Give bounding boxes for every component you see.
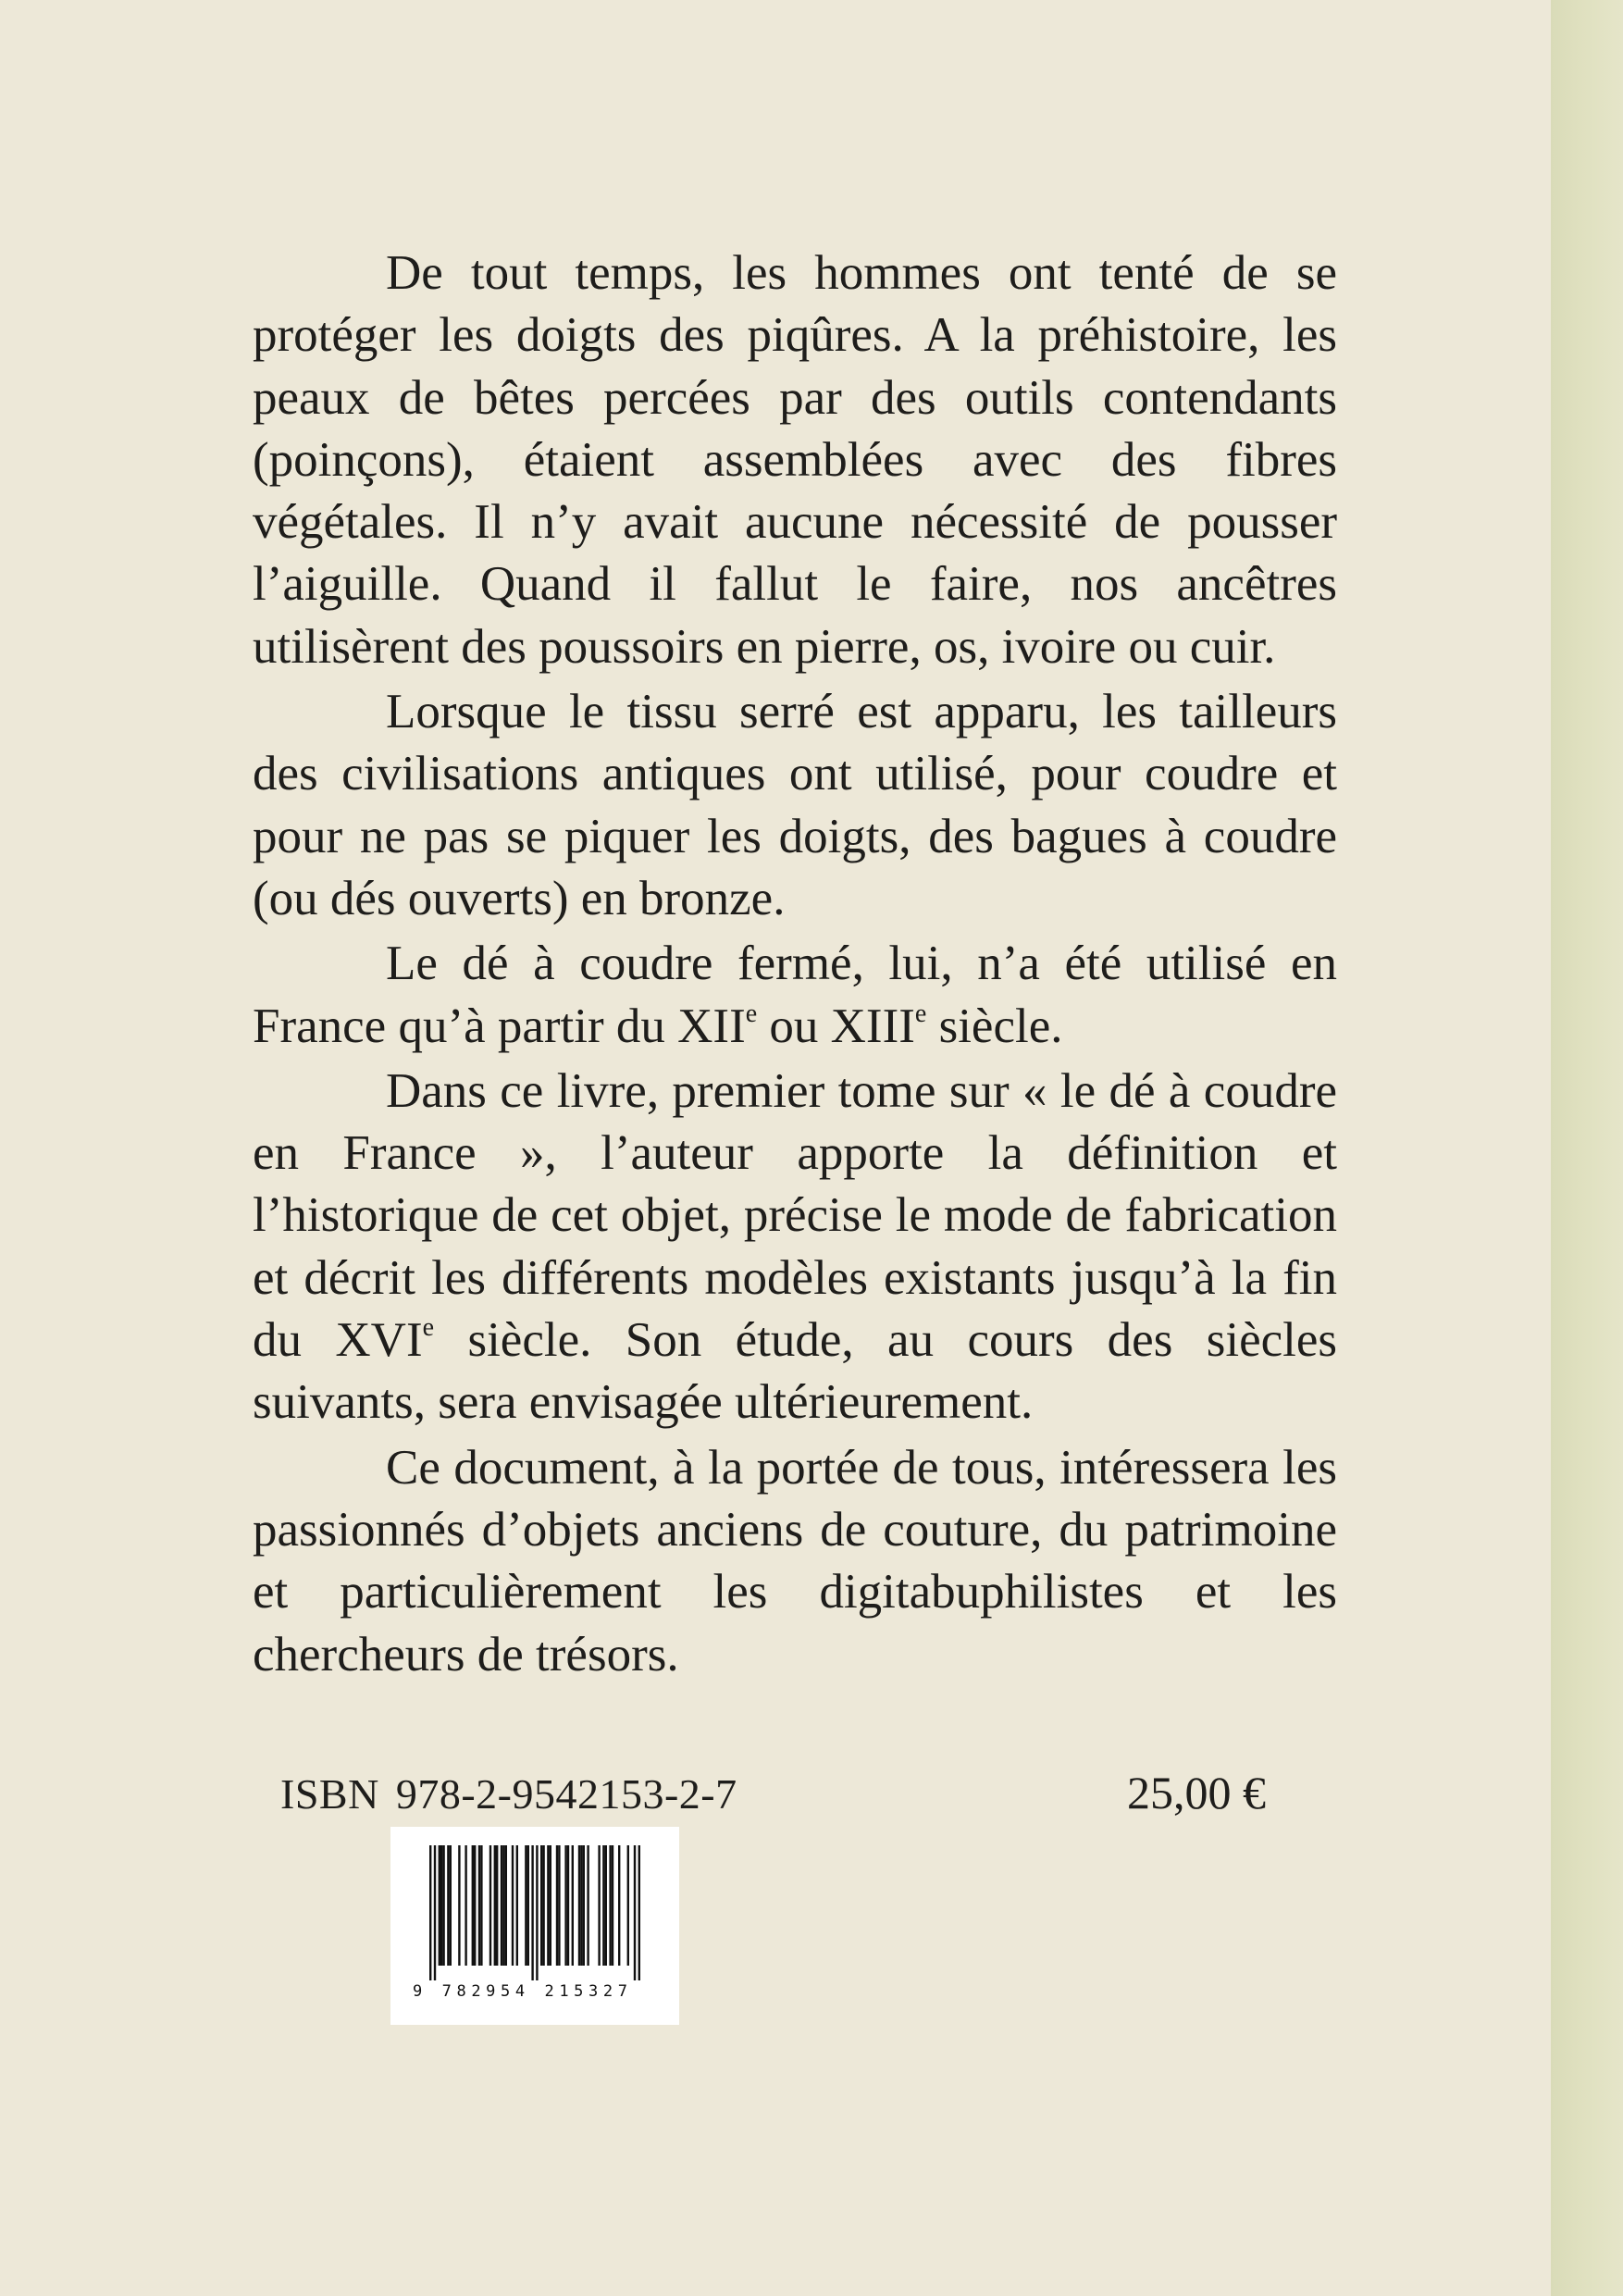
barcode-bar [439,1845,440,1966]
barcode-bar [558,1845,560,1966]
barcode [390,1827,679,2025]
paragraph-text: siècle. [926,999,1063,1053]
barcode-bar [587,1845,588,1966]
superscript: e [422,1313,435,1343]
paragraph-text: Dans ce livre, premier tome sur « le dé à coudre en France », l’auteur apporte la définition et l’historique de cet objet, précise le mode de fabrication et décrit les différents modèles existants jusqu’à la fin du XVI [253,1063,1337,1368]
barcode-bar [505,1845,507,1966]
price: 25,00 € [1127,1767,1266,1818]
barcode-bar [564,1845,566,1966]
barcode-bar [547,1845,549,1966]
barcode-bar [434,1845,436,1980]
barcode-bar [501,1845,502,1966]
barcode-bar [638,1845,640,1980]
barcode-bar [527,1845,529,1966]
barcode-bar [618,1845,620,1966]
barcode-digits: 9 782954 215327 [413,1982,633,2001]
paragraph-text: siècle. Son étude, au cours des siècles suivants, sera envisagée ultérieurement. [253,1313,1337,1430]
barcode-bar [465,1845,466,1966]
barcode-bar [550,1845,551,1966]
barcode-bar [480,1845,482,1966]
isbn-label: ISBN [280,1770,379,1818]
spine-edge [1551,0,1623,2296]
barcode-bar [496,1845,498,1966]
barcode-bar [602,1845,604,1966]
barcode-bar [612,1845,613,1966]
barcode-bar [634,1845,636,1980]
barcode-bar [442,1845,444,1966]
barcode-bar [540,1845,542,1966]
isbn-number: 978-2-9542153-2-7 [395,1770,737,1818]
blurb-paragraph-4 [253,1061,1337,1434]
barcode-bar [525,1845,527,1966]
barcode-bar [512,1845,514,1966]
barcode-bar [583,1845,585,1966]
barcode-bar [567,1845,569,1966]
barcode-bar [458,1845,460,1966]
blurb-paragraph-3 [253,933,1337,1058]
barcode-bar [472,1845,474,1966]
barcode-bar [474,1845,476,1966]
paragraph-text: Ce document, à la portée de tous, intéressera les passionnés d’objets anciens de couture, du patrimoine et particulièrement les digitabuphilistes et les chercheurs de trésors. [253,1440,1337,1682]
paragraph-text: ou XIII [757,999,915,1053]
barcode-bar [478,1845,480,1966]
superscript: e [745,999,758,1028]
barcode-bars [413,1845,659,1980]
blurb-paragraph-1 [253,242,1337,678]
blurb-text [253,242,1337,1689]
barcode-bar [489,1845,491,1966]
superscript: e [914,999,927,1028]
isbn [280,1769,737,1818]
barcode-bar [536,1845,538,1980]
blurb-paragraph-5 [253,1437,1337,1686]
paragraph-text: Le dé à coudre fermé, lui, n’a été utilisé en France qu’à partir du XII [253,937,1337,1053]
barcode-bar [572,1845,574,1966]
barcode-bar [440,1845,442,1966]
barcode-bar [516,1845,518,1966]
barcode-bar [605,1845,607,1966]
barcode-bar [450,1845,452,1966]
paragraph-text: De tout temps, les hommes ont tenté de se protéger les doigts des piqûres. A la préhistoire, les peaux de bêtes percées par des outils contendants (poinçons), étaient assemblées avec des fibres végétales. Il n’y avait aucune nécessité de pousser l’aiguille. Quand il fallut le faire, nos ancêtres utilisèrent des poussoirs en pierre, os, ivoire ou cuir. [253,246,1337,674]
barcode-bar [556,1845,558,1966]
barcode-bar [531,1845,533,1980]
paragraph-text: Lorsque le tissu serré est apparu, les tailleurs des civilisations antiques ont utilisé, pour coudre et pour ne pas se piquer les doigts, des bagues à coudre (ou dés ouverts) en bronze. [253,685,1337,925]
barcode-bar [542,1845,544,1966]
barcode-bar [578,1845,580,1966]
barcode-bar [494,1845,496,1966]
barcode-bar [502,1845,504,1966]
barcode-bar [447,1845,449,1966]
blurb-paragraph-2 [253,681,1337,930]
barcode-bar [580,1845,582,1966]
barcode-bar [627,1845,629,1966]
barcode-bar [598,1845,600,1966]
barcode-bar [609,1845,611,1966]
barcode-bar [429,1845,431,1980]
